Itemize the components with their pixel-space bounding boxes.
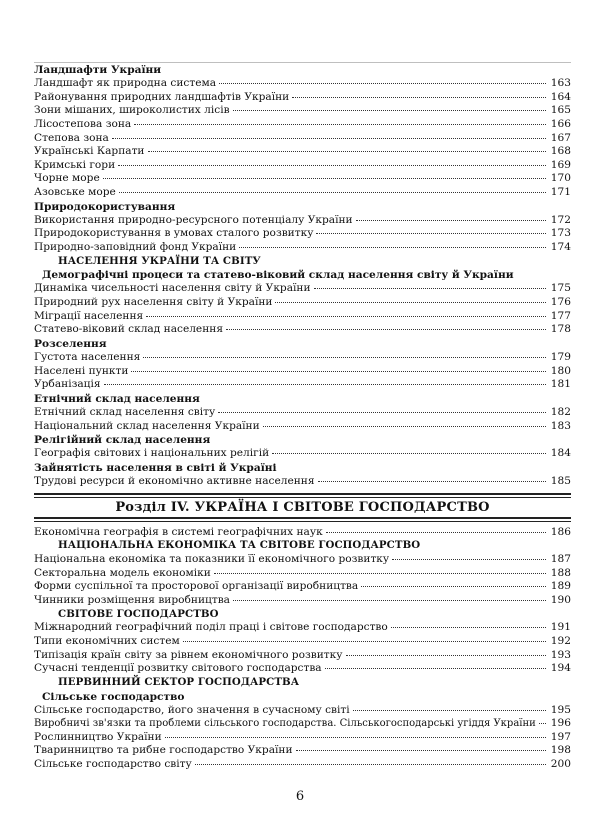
toc-entry-page: 174 — [550, 240, 571, 253]
toc-entry-title: Економічна географія в системі географічних наук — [34, 525, 323, 538]
toc-entry-title: Чинники розміщення виробництва — [34, 593, 230, 606]
toc-dot-leader — [272, 452, 546, 454]
toc-entry-title: Азовське море — [34, 185, 116, 198]
toc-entry-page: 177 — [550, 309, 571, 322]
toc-entry — [34, 159, 571, 173]
toc-entry-title: Географія світових і національних релігій — [34, 447, 270, 460]
toc-entry-title: Степова зона — [34, 131, 109, 144]
toc-group-world — [34, 621, 571, 675]
toc-group-nature-use — [34, 214, 571, 255]
toc-dot-leader — [346, 654, 547, 656]
toc-subheading-ethnic: Етнічний склад населення — [34, 392, 200, 405]
toc-entry-title: Тваринництво та рибне господарство України — [34, 744, 293, 757]
toc-entry — [34, 731, 571, 745]
toc-entry-title: Національний склад населення України — [34, 419, 260, 432]
toc-subheading-religion: Релігійний склад населення — [34, 434, 211, 447]
toc-entry-page: 167 — [550, 131, 571, 144]
toc-entry-page: 184 — [550, 447, 571, 460]
toc-entry-title: Сільське господарство, його значення в сучасному світі — [34, 703, 350, 716]
toc-entry-page: 176 — [550, 296, 571, 309]
toc-subheading-agriculture: Сільське господарство — [42, 690, 185, 703]
toc-entry — [34, 406, 571, 420]
toc-entry — [34, 186, 571, 200]
toc-entry — [34, 145, 571, 159]
toc-entry-title: Лісостепова зона — [34, 117, 132, 130]
toc-group-religion — [34, 447, 571, 461]
toc-entry-page: 166 — [550, 117, 571, 130]
toc-entry-page: 183 — [550, 419, 571, 432]
toc-entry-title: Природокористування в умовах сталого розвитку — [34, 227, 314, 240]
toc-entry — [34, 567, 571, 581]
toc-entry — [34, 594, 571, 608]
table-of-contents — [34, 62, 571, 772]
toc-entry-page: 179 — [550, 351, 571, 364]
toc-entry-page: 189 — [550, 580, 571, 593]
toc-entry — [34, 635, 571, 649]
toc-entry-title: Трудові ресурси й економічно активне населення — [34, 475, 315, 488]
toc-group-agriculture — [34, 704, 571, 772]
toc-entry — [34, 296, 571, 310]
toc-entry — [34, 104, 571, 118]
toc-entry-page: 165 — [550, 104, 571, 117]
toc-dot-leader — [314, 287, 546, 289]
toc-dot-leader — [325, 667, 546, 669]
toc-entry-title: Національна економіка та показники її економічного розвитку — [34, 553, 390, 566]
toc-entry-page: 188 — [550, 566, 571, 579]
toc-entry-page: 186 — [550, 525, 571, 538]
section-iv-header — [34, 493, 571, 522]
toc-entry-title: Кримські гори — [34, 158, 116, 171]
toc-entry — [34, 704, 571, 718]
toc-entry-page: 187 — [550, 553, 571, 566]
toc-entry-page: 182 — [550, 406, 571, 419]
toc-entry-title: Статево-віковий склад населення — [34, 323, 224, 336]
toc-entry-page: 192 — [550, 634, 571, 647]
toc-entry-title: Зони мішаних, широколистих лісів — [34, 104, 230, 117]
toc-dot-leader — [233, 599, 546, 601]
toc-entry — [34, 351, 571, 365]
toc-entry — [34, 378, 571, 392]
toc-entry-page: 190 — [550, 593, 571, 606]
toc-entry-title: Природний рух населення світу й України — [34, 296, 273, 309]
toc-group-landscapes — [34, 77, 571, 199]
toc-dot-leader — [134, 123, 546, 125]
toc-dot-leader — [226, 328, 546, 330]
toc-entry — [34, 717, 571, 731]
toc-group-settlement — [34, 351, 571, 392]
toc-entry-page: 195 — [550, 703, 571, 716]
toc-entry-title: Секторальна модель економіки — [34, 566, 211, 579]
toc-entry-title: Природно-заповідний фонд України — [34, 240, 237, 253]
toc-entry-page: 191 — [550, 621, 571, 634]
toc-dot-leader — [148, 150, 547, 152]
toc-entry-page: 170 — [550, 172, 571, 185]
toc-heading-primary: ПЕРВИННИЙ СЕКТОР ГОСПОДАРСТВА — [58, 675, 300, 688]
toc-dot-leader — [103, 177, 546, 179]
toc-heading-population: НАСЕЛЕННЯ УКРАЇНИ ТА СВІТУ — [58, 254, 261, 267]
toc-entry-title: Урбанізація — [34, 378, 101, 391]
toc-entry-page: 180 — [550, 364, 571, 377]
toc-subheading-settlement: Розселення — [34, 337, 107, 350]
toc-entry-page: 194 — [550, 662, 571, 675]
toc-dot-leader — [104, 383, 546, 385]
toc-dot-leader — [361, 585, 546, 587]
toc-dot-leader — [391, 626, 546, 628]
toc-dot-leader — [318, 480, 546, 482]
toc-entry — [34, 621, 571, 635]
toc-dot-leader — [143, 356, 546, 358]
toc-dot-leader — [353, 709, 546, 711]
toc-entry — [34, 214, 571, 228]
toc-dot-leader — [392, 558, 546, 560]
toc-entry — [34, 744, 571, 758]
toc-entry-title: Типи економічних систем — [34, 634, 180, 647]
toc-entry-title: Виробничі зв'язки та проблеми сільського господарства. Сільськогосподарські угіддя України — [34, 718, 536, 730]
toc-entry-page: 178 — [550, 323, 571, 336]
toc-entry-page: 193 — [550, 648, 571, 661]
toc-subheading-employment: Зайнятість населення в світі й Україні — [34, 461, 277, 474]
toc-dot-leader — [539, 722, 546, 724]
toc-entry — [34, 77, 571, 91]
toc-entry — [34, 118, 571, 132]
toc-dot-leader — [214, 572, 546, 574]
toc-dot-leader — [112, 137, 546, 139]
toc-entry-page: 181 — [550, 378, 571, 391]
toc-entry — [34, 310, 571, 324]
toc-entry — [34, 227, 571, 241]
toc-subheading-demography: Демографічні процеси та статево-віковий склад населення світу й України — [42, 269, 514, 282]
toc-entry-title: Українські Карпати — [34, 145, 145, 158]
section-rule-bottom — [34, 517, 571, 522]
toc-dot-leader — [165, 736, 546, 738]
toc-entry-page: 172 — [550, 213, 571, 226]
toc-group-national — [34, 553, 571, 607]
toc-dot-leader — [356, 219, 546, 221]
toc-group-employment — [34, 475, 571, 489]
toc-dot-leader — [275, 301, 546, 303]
toc-entry-page: 168 — [550, 145, 571, 158]
toc-entry-title: Населені пункти — [34, 364, 129, 377]
toc-heading-national: НАЦІОНАЛЬНА ЕКОНОМІКА ТА СВІТОВЕ ГОСПОДАРСТВО — [58, 539, 421, 552]
toc-entry-title: Типізація країн світу за рівнем економічного розвитку — [34, 648, 343, 661]
toc-entry — [34, 132, 571, 146]
toc-entry-title: Ландшафт як природна система — [34, 77, 217, 90]
toc-entry — [34, 475, 571, 489]
toc-entry-page: 200 — [550, 758, 571, 771]
toc-group-intro — [34, 526, 571, 540]
toc-group-demography — [34, 282, 571, 336]
toc-entry — [34, 365, 571, 379]
toc-entry-page: 173 — [550, 227, 571, 240]
toc-dot-leader — [131, 370, 546, 372]
section-title: Розділ IV. УКРАЇНА І СВІТОВЕ ГОСПОДАРСТВО — [115, 499, 490, 515]
toc-entry-title: Динаміка чисельності населення світу й України — [34, 282, 311, 295]
toc-dot-leader — [263, 425, 546, 427]
toc-entry-page: 169 — [550, 158, 571, 171]
toc-entry-title: Сільське господарство світу — [34, 758, 192, 771]
toc-entry-title: Використання природно-ресурсного потенціалу України — [34, 213, 353, 226]
toc-entry — [34, 447, 571, 461]
toc-dot-leader — [326, 531, 546, 533]
toc-entry — [34, 323, 571, 337]
toc-entry — [34, 758, 571, 772]
toc-dot-leader — [296, 749, 546, 751]
toc-entry-page: 197 — [550, 730, 571, 743]
toc-dot-leader — [218, 411, 546, 413]
toc-entry-title: Міграції населення — [34, 309, 144, 322]
toc-entry-title: Форми суспільної та просторової організації виробництва — [34, 580, 359, 593]
toc-subheading-nature-use: Природокористування — [34, 200, 176, 213]
toc-group-ethnic — [34, 406, 571, 433]
toc-entry-title: Сучасні тенденції розвитку світового господарства — [34, 662, 322, 675]
toc-dot-leader — [183, 640, 546, 642]
toc-dot-leader — [292, 96, 546, 98]
toc-dot-leader — [119, 191, 546, 193]
toc-entry-page: 185 — [550, 475, 571, 488]
toc-dot-leader — [118, 164, 546, 166]
toc-entry-page: 198 — [550, 744, 571, 757]
toc-dot-leader — [316, 232, 546, 234]
toc-entry — [34, 91, 571, 105]
toc-dot-leader — [239, 246, 546, 248]
toc-entry — [34, 662, 571, 676]
toc-entry-page: 171 — [550, 185, 571, 198]
toc-heading-world: СВІТОВЕ ГОСПОДАРСТВО — [58, 607, 219, 620]
page-number: 6 — [295, 789, 305, 804]
toc-entry — [34, 649, 571, 663]
toc-entry — [34, 282, 571, 296]
toc-entry-title: Районування природних ландшафтів України — [34, 90, 290, 103]
toc-dot-leader — [219, 82, 546, 84]
toc-dot-leader — [146, 315, 546, 317]
toc-entry-title: Етнічний склад населення світу — [34, 406, 216, 419]
toc-entry — [34, 580, 571, 594]
toc-entry — [34, 553, 571, 567]
toc-entry-title: Чорне море — [34, 172, 100, 185]
toc-subheading-landscapes: Ландшафти України — [34, 64, 162, 76]
toc-dot-leader — [195, 763, 546, 765]
toc-entry — [34, 241, 571, 255]
toc-entry-title: Міжнародний географічний поділ праці і світове господарство — [34, 621, 388, 634]
toc-entry — [34, 420, 571, 434]
toc-entry — [34, 526, 571, 540]
toc-entry-title: Рослинництво України — [34, 730, 162, 743]
toc-entry-page: 163 — [550, 77, 571, 90]
toc-entry-page: 196 — [550, 717, 571, 730]
toc-entry-page: 164 — [550, 90, 571, 103]
toc-entry — [34, 172, 571, 186]
toc-entry-page: 175 — [550, 282, 571, 295]
toc-dot-leader — [233, 109, 546, 111]
toc-entry-title: Густота населення — [34, 351, 141, 364]
